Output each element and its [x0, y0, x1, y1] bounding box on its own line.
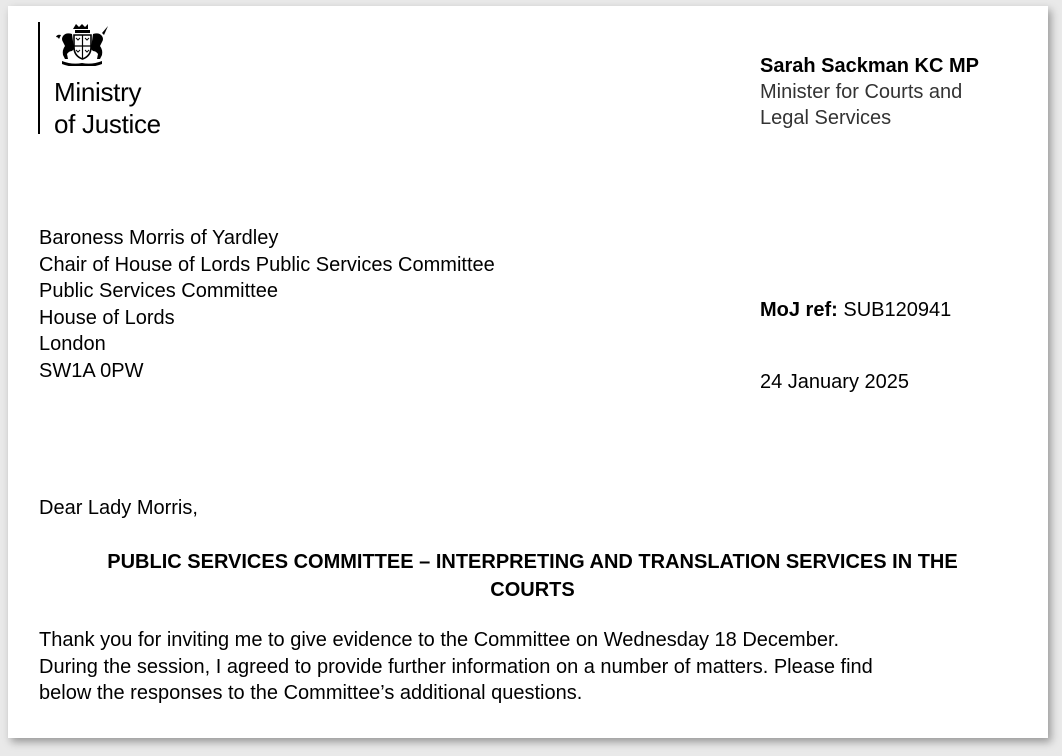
- reference-number: [760, 297, 951, 323]
- address-line: London: [39, 333, 106, 356]
- minister-role-line1: Minister for Courts and: [760, 81, 963, 103]
- letter-page: [8, 6, 1048, 738]
- body-paragraph: [39, 627, 1029, 707]
- address-line: Baroness Morris of Yardley: [39, 227, 279, 249]
- organisation-name: [54, 76, 161, 140]
- body-line: below the responses to the Committee’s additional questions.: [39, 682, 583, 704]
- salutation: Dear Lady Morris,: [39, 497, 198, 519]
- reference-value: SUB120941: [843, 299, 952, 321]
- subject-line2: COURTS: [490, 579, 575, 601]
- minister-name: Sarah Sackman KC MP: [760, 55, 979, 77]
- body-line: During the session, I agreed to provide further information on a number of matters. Please find: [39, 655, 873, 678]
- logo-divider-line: [38, 22, 40, 134]
- royal-coat-of-arms-icon: [52, 22, 110, 66]
- reference-label: MoJ ref:: [760, 299, 838, 321]
- organisation-name-line1: Ministry: [54, 77, 142, 107]
- recipient-address: [39, 225, 495, 385]
- address-line: Public Services Committee: [39, 280, 278, 303]
- minister-role-line2: Legal Services: [760, 107, 892, 129]
- subject-heading: [39, 548, 1026, 604]
- letter-date: 24 January 2025: [760, 371, 910, 393]
- minister-block: [760, 53, 979, 131]
- address-line: House of Lords: [39, 306, 175, 329]
- subject-line1: PUBLIC SERVICES COMMITTEE – INTERPRETING AND TRANSLATION SERVICES IN THE: [107, 551, 958, 573]
- address-line: Chair of House of Lords Public Services Committee: [39, 253, 495, 276]
- address-line: SW1A 0PW: [39, 359, 144, 382]
- organisation-name-line2: of Justice: [54, 109, 161, 139]
- body-line: Thank you for inviting me to give evidence to the Committee on Wednesday 18 December.: [39, 629, 840, 651]
